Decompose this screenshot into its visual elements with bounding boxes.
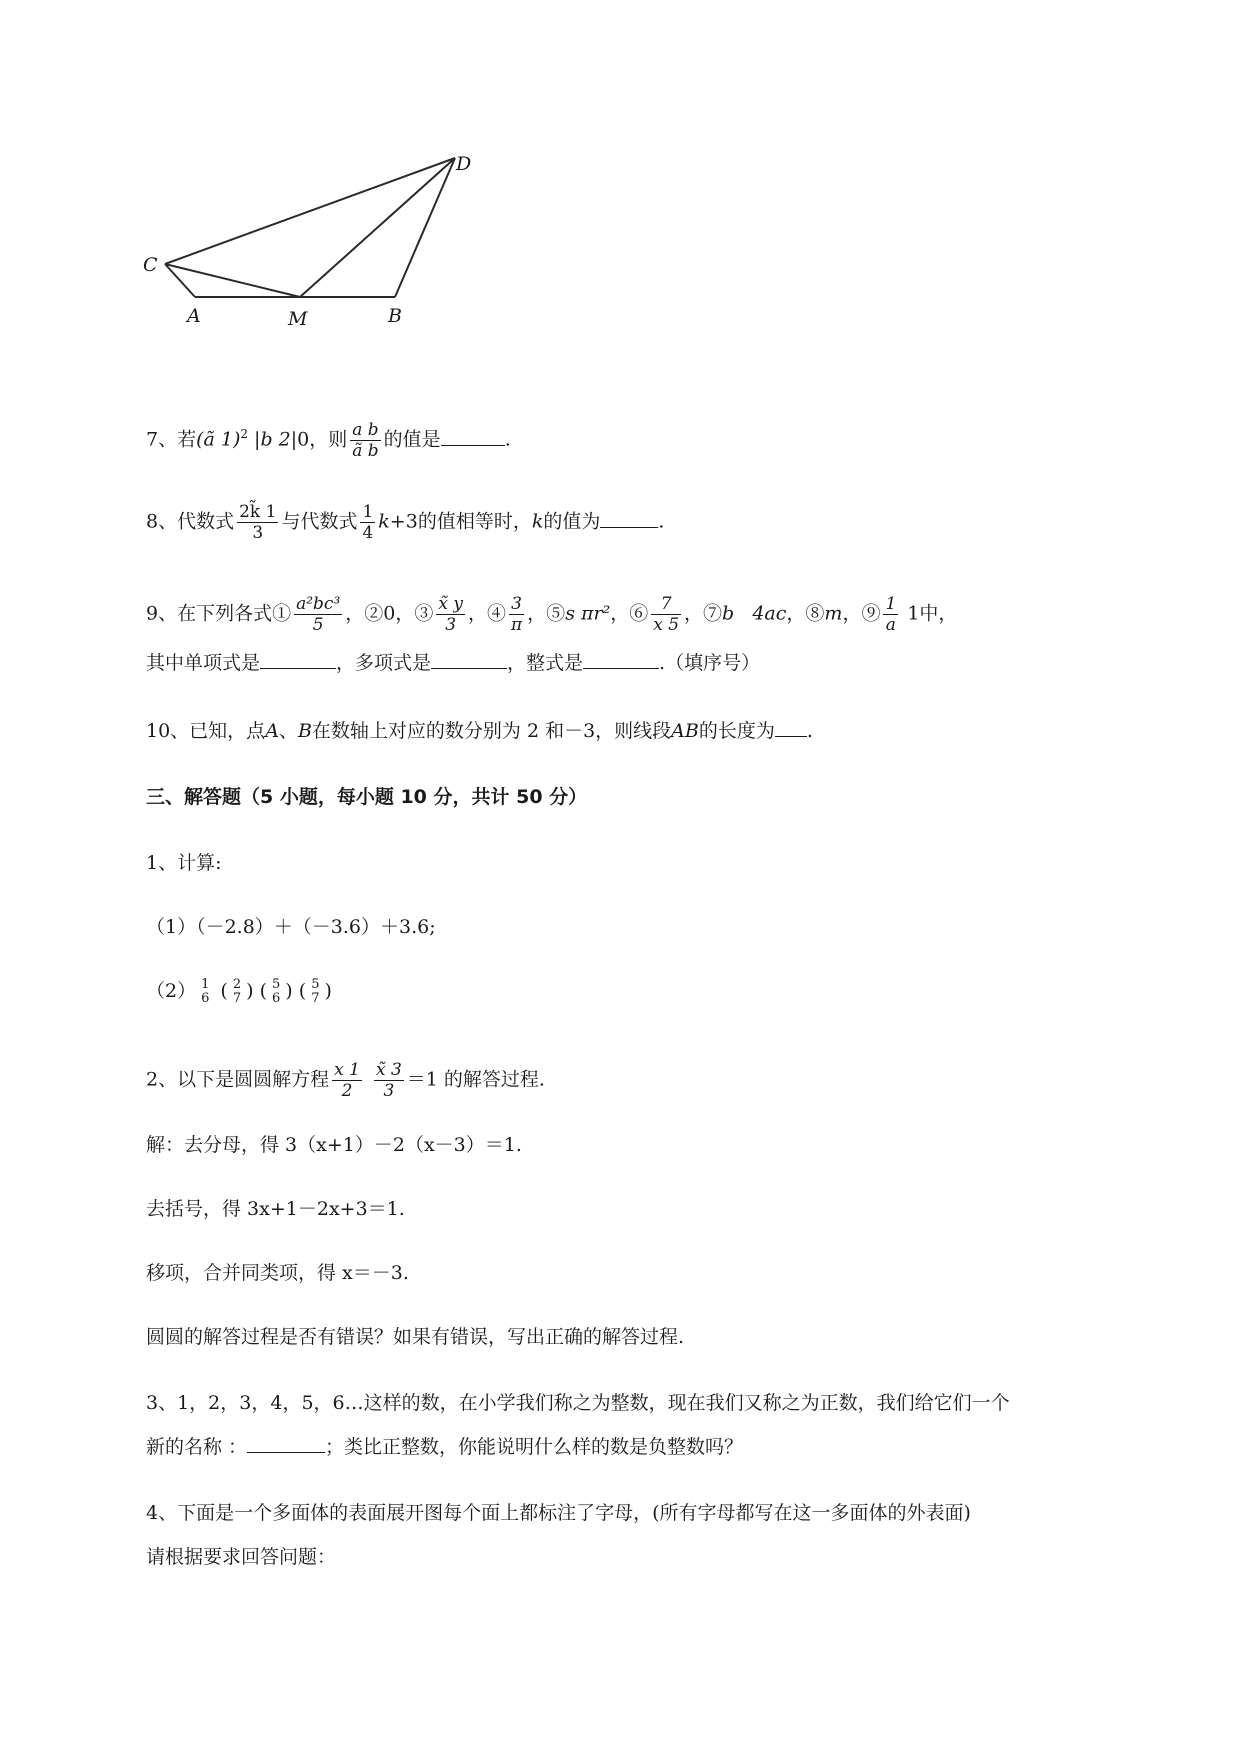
problem-1-title: 1、计算: [146, 852, 222, 874]
problem-3-line-1: 3、1，2，3，4，5，6…这样的数，在小学我们称之为整数，现在我们又称之为正数，我们给它们一个 [146, 1392, 1010, 1414]
question-9-line-2: 其中单项式是 ，多项式是 ，整式是 .（填序号） [146, 652, 761, 674]
label-b: B [388, 305, 402, 327]
segment-md [300, 158, 455, 297]
q8-fraction-2: $\frac{1}{4}$ [362, 502, 374, 543]
segment-cm [165, 264, 300, 297]
q7-fraction: $\frac{\text{a b}}{\text{ã b}}$ [352, 420, 379, 461]
p2-fraction-1: $\frac{x 1}{2}$ [334, 1060, 360, 1101]
q9-expr-6: $\frac{7}{x 5}$ [653, 594, 680, 635]
q8-prefix: 8、代数式 [146, 510, 235, 533]
problem-4-line-2: 请根据要求回答问题： [146, 1546, 337, 1568]
problem-2-step-1: 解：去分母，得 3（x+1）－2（x－3）＝1. [146, 1134, 522, 1156]
answer-blank[interactable] [775, 736, 807, 737]
q7-exponent: 2 [240, 427, 249, 442]
label-a: A [187, 305, 201, 327]
label-c: C [143, 254, 158, 276]
answer-blank[interactable] [600, 527, 658, 528]
question-9: 9、在下列各式① $\frac{\text{a²bc³}}{5}$ ，②0，③ $\frac{x̃ y}{3}$ ，④ $\frac{3}{\pi}$ ，⑤s πr²，⑥ $\frac{7}{x 5}$ ，⑦b 4ac，⑧m，⑨ $\frac{1}{a}$ 1中， [146, 594, 958, 635]
p2-fraction-2: $\frac{x̃ 3}{3}$ [375, 1060, 402, 1101]
q8-mid: 与代数式 [281, 510, 358, 533]
problem-2-step-2: 去括号，得 3x+1－2x+3＝1. [146, 1198, 405, 1220]
answer-blank-monomial[interactable] [260, 668, 336, 669]
problem-4-line-1: 4、下面是一个多面体的表面展开图每个面上都标注了字母，(所有字母都写在这一多面体的外表面) [146, 1502, 971, 1524]
problem-2: 2、以下是圆圆解方程 $\frac{x 1}{2}$ $\frac{x̃ 3}{3}$ ＝1 的解答过程. [146, 1060, 545, 1101]
segment-bd [395, 158, 455, 297]
question-7: 7、若(ã 1)$^2$ |b 2|0，则 $\frac{\text{a b}}{\text{ã b}}$ 的值是 . [146, 420, 511, 461]
answer-blank-integral[interactable] [583, 668, 659, 669]
q7-zero: 0，则 [297, 428, 348, 451]
section-heading: 三、解答题（5 小题，每小题 10 分，共计 50 分） [146, 786, 588, 808]
problem-2-question: 圆圆的解答过程是否有错误？如果有错误，写出正确的解答过程. [146, 1326, 685, 1348]
question-8: 8、代数式 $\frac{2k̃ 1}{3}$ 与代数式 $\frac{1}{4}$ k+3的值相等时，k的值为 . [146, 502, 665, 543]
q7-expr: (ã 1) [196, 428, 241, 451]
problem-2-step-3: 移项，合并同类项，得 x＝－3. [146, 1262, 409, 1284]
segment-ca [165, 264, 195, 297]
answer-blank-polynomial[interactable] [431, 668, 507, 669]
q7-prefix: 7、若 [146, 428, 197, 451]
label-d: D [456, 153, 472, 175]
q9-expr-4: $\frac{3}{\pi}$ [510, 594, 523, 635]
answer-blank[interactable] [247, 1452, 325, 1453]
geometry-figure [140, 150, 480, 350]
answer-blank[interactable] [441, 445, 505, 446]
q7-suffix: 的值是 [383, 428, 441, 451]
q8-fraction-1: $\frac{2k̃ 1}{3}$ [239, 502, 277, 543]
q7-abs: |b 2| [248, 428, 298, 451]
problem-3-line-2: 新的名称 ： ；类比正整数，你能说明什么样的数是负整数吗？ [146, 1436, 744, 1458]
q9-expr-3: $\frac{x̃ y}{3}$ [438, 594, 463, 635]
q9-expr-9: $\frac{1}{a}$ [885, 594, 897, 635]
q9-expr-1: $\frac{\text{a²bc³}}{5}$ [296, 594, 341, 635]
question-10: 10、已知，点A、B在数轴上对应的数分别为 2 和－3，则线段AB的长度为 . [146, 720, 813, 742]
segment-cd [165, 158, 455, 264]
label-m: M [288, 308, 308, 330]
problem-1-part-1: （1）（－2.8）＋（－3.6）＋3.6; [146, 916, 436, 938]
problem-1-part-2: （2） 1 6 ( 2 7 ) ( 5 6 ) ( 5 7 ) [146, 977, 332, 1006]
